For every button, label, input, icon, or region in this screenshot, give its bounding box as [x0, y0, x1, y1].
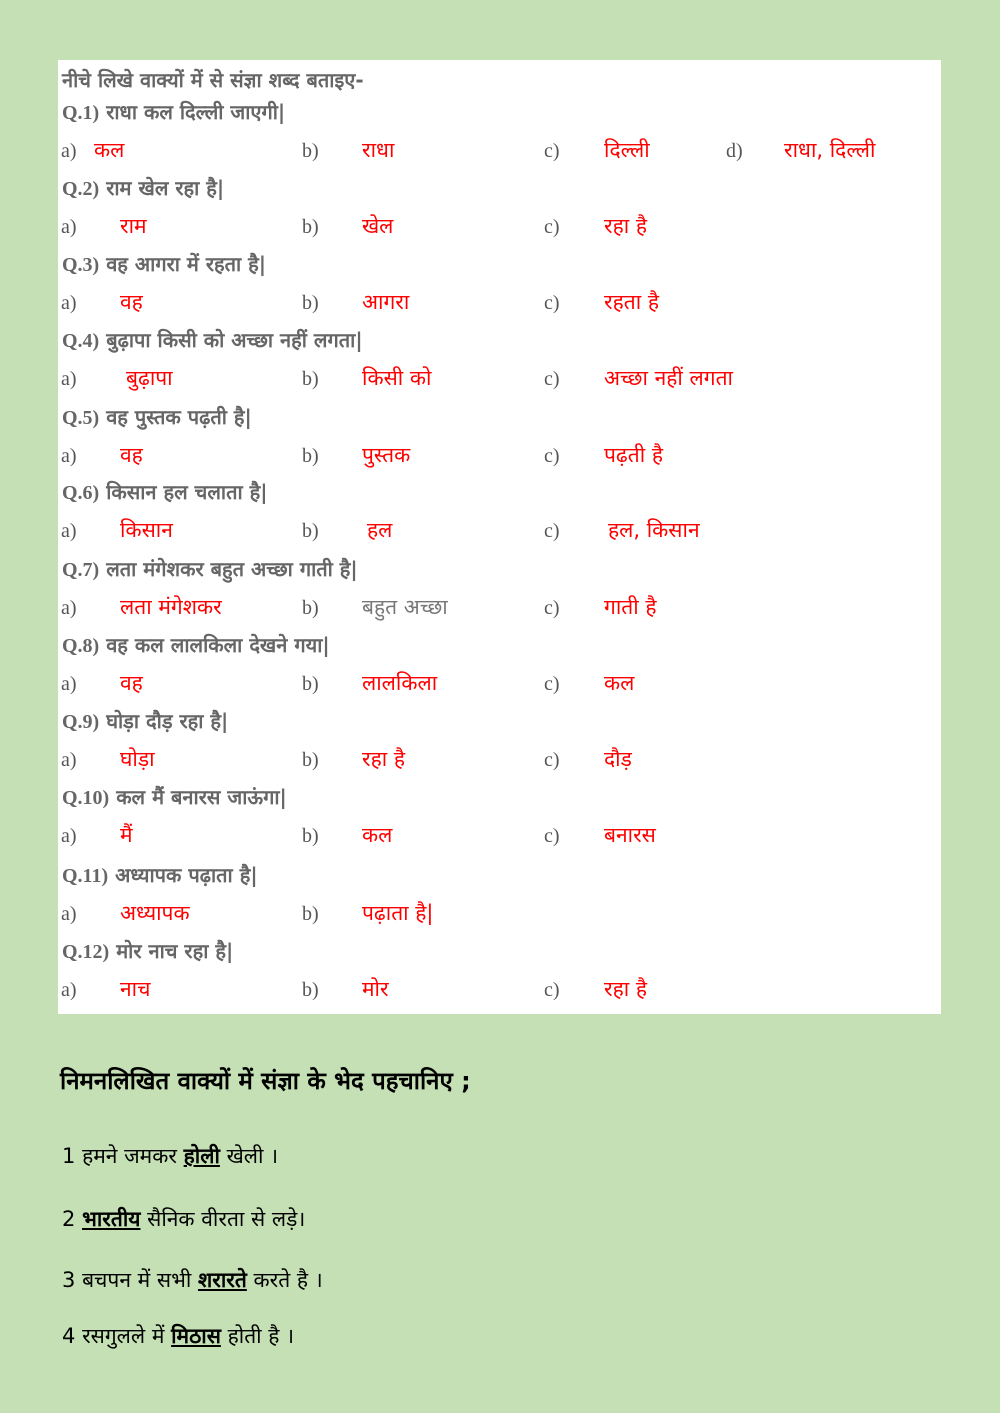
question-6: [62, 476, 268, 508]
option-letter: c): [544, 216, 560, 238]
option-letter: a): [61, 979, 77, 1001]
option-a-answer[interactable]: लता मंगेशकर: [120, 595, 222, 619]
question-10: [62, 781, 287, 813]
question-text: वह कल लालकिला देखने गया|: [106, 633, 330, 657]
option-a-answer[interactable]: नाच: [120, 977, 151, 1001]
option-letter: b): [302, 216, 319, 238]
option-d-answer[interactable]: राधा, दिल्ली: [784, 138, 876, 162]
option-b-answer[interactable]: लालकिला: [362, 671, 438, 695]
option-a-answer[interactable]: अध्यापक: [120, 901, 190, 925]
options-row-7: [58, 591, 941, 625]
option-c-answer[interactable]: कल: [604, 671, 635, 695]
question-text: कल मैं बनारस जाऊंगा|: [116, 785, 287, 809]
option-c-answer[interactable]: हल, किसान: [608, 518, 700, 542]
option-letter: c): [544, 445, 560, 467]
question-text: बुढ़ापा किसी को अच्छा नहीं लगता|: [106, 328, 363, 352]
option-b-answer[interactable]: खेल: [362, 214, 394, 238]
highlighted-noun: भारतीय: [82, 1207, 141, 1231]
question-number: Q.3): [62, 254, 100, 276]
option-letter: a): [61, 445, 77, 467]
question-text: राधा कल दिल्ली जाएगी|: [106, 100, 286, 124]
options-row-9: [58, 743, 941, 777]
sentence-4: [62, 1322, 294, 1350]
options-row-10: [58, 819, 941, 853]
highlighted-noun: होली: [183, 1144, 220, 1168]
question-number: Q.7): [62, 559, 100, 581]
option-letter: a): [61, 673, 77, 695]
option-letter: c): [544, 140, 560, 162]
section2-title: निमनलिखित वाक्यों में संज्ञा के भेद पहचानिए ;: [60, 1067, 471, 1095]
option-letter: b): [302, 368, 319, 390]
question-number: Q.10): [62, 787, 110, 809]
options-row-11: [58, 897, 941, 931]
option-a-answer[interactable]: राम: [120, 214, 147, 238]
question-number: Q.2): [62, 178, 100, 200]
option-letter: b): [302, 445, 319, 467]
option-letter: b): [302, 292, 319, 314]
option-letter: c): [544, 673, 560, 695]
question-number: Q.5): [62, 407, 100, 429]
option-a-answer[interactable]: वह: [120, 443, 143, 467]
option-letter: a): [61, 140, 77, 162]
option-letter: a): [61, 216, 77, 238]
question-8: [62, 629, 330, 661]
option-letter: a): [61, 749, 77, 771]
question-11: [62, 859, 258, 891]
option-a-answer[interactable]: वह: [120, 671, 143, 695]
options-row-5: [58, 439, 941, 473]
question-number: Q.6): [62, 482, 100, 504]
sentence-text-after: सैनिक वीरता से लड़े।: [147, 1207, 306, 1231]
options-row-8: [58, 667, 941, 701]
option-b-answer[interactable]: रहा है: [362, 747, 406, 771]
option-a-answer[interactable]: मैं: [120, 823, 133, 847]
option-letter: c): [544, 597, 560, 619]
sentence-text-after: करते है ।: [253, 1268, 323, 1292]
question-12: [62, 935, 233, 967]
question-number: Q.4): [62, 330, 100, 352]
option-letter: a): [61, 597, 77, 619]
options-row-2: [58, 210, 941, 244]
option-letter: b): [302, 597, 319, 619]
option-b-answer[interactable]: आगरा: [362, 290, 410, 314]
options-row-1: [58, 134, 941, 168]
option-c-answer[interactable]: रहता है: [604, 290, 659, 314]
instruction-heading: नीचे लिखे वाक्यों में से संज्ञा शब्द बताइए-: [62, 68, 364, 92]
option-letter: b): [302, 520, 319, 542]
question-2: [62, 172, 224, 204]
question-number: Q.11): [62, 865, 109, 887]
option-letter: c): [544, 749, 560, 771]
question-number: Q.1): [62, 102, 100, 124]
option-letter: b): [302, 903, 319, 925]
option-b-answer[interactable]: बहुत अच्छा: [362, 595, 448, 619]
sentence-text-before: हमने जमकर: [82, 1144, 177, 1168]
question-number: Q.12): [62, 941, 110, 963]
options-row-6: [58, 514, 941, 548]
option-c-answer[interactable]: गाती है: [604, 595, 657, 619]
option-letter: b): [302, 979, 319, 1001]
option-b-answer[interactable]: पुस्तक: [362, 443, 411, 467]
option-letter: a): [61, 903, 77, 925]
option-a-answer[interactable]: किसान: [120, 518, 173, 542]
sentence-text-after: होती है ।: [227, 1324, 295, 1348]
quiz-panel: [58, 60, 941, 1014]
option-letter: a): [61, 292, 77, 314]
option-c-answer[interactable]: पढ़ती है: [604, 443, 663, 467]
sentence-3: [62, 1266, 323, 1294]
question-text: वह पुस्तक पढ़ती है|: [106, 405, 252, 429]
option-b-answer[interactable]: हल: [367, 518, 393, 542]
sentence-number: 1: [62, 1144, 76, 1168]
question-number: Q.8): [62, 635, 100, 657]
option-letter: c): [544, 520, 560, 542]
option-letter: a): [61, 368, 77, 390]
question-text: मोर नाच रहा है|: [116, 939, 234, 963]
question-text: राम खेल रहा है|: [106, 176, 225, 200]
question-9: [62, 705, 228, 737]
question-7: [62, 553, 358, 585]
sentence-number: 4: [62, 1324, 76, 1348]
option-letter: c): [544, 825, 560, 847]
option-a-answer[interactable]: बुढ़ापा: [126, 366, 173, 390]
option-letter: c): [544, 979, 560, 1001]
question-3: [62, 248, 266, 280]
option-c-answer[interactable]: रहा है: [604, 977, 648, 1001]
options-row-3: [58, 286, 941, 320]
question-5: [62, 401, 252, 433]
sentence-text-after: खेली ।: [226, 1144, 279, 1168]
highlighted-noun: मिठास: [171, 1324, 221, 1348]
option-b-answer[interactable]: राधा: [362, 138, 395, 162]
option-b-answer[interactable]: पढ़ाता है|: [362, 901, 434, 925]
option-letter: b): [302, 140, 319, 162]
question-number: Q.9): [62, 711, 100, 733]
option-letter: c): [544, 368, 560, 390]
option-letter: b): [302, 825, 319, 847]
option-letter: a): [61, 520, 77, 542]
option-c-answer[interactable]: अच्छा नहीं लगता: [604, 366, 733, 390]
sentence-number: 2: [62, 1207, 76, 1231]
option-b-answer[interactable]: मोर: [362, 977, 389, 1001]
option-a-answer[interactable]: वह: [120, 290, 143, 314]
option-a-answer[interactable]: घोड़ा: [120, 747, 155, 771]
options-row-4: [58, 362, 941, 396]
option-letter: a): [61, 825, 77, 847]
sentence-number: 3: [62, 1268, 76, 1292]
question-text: किसान हल चलाता है|: [106, 480, 268, 504]
highlighted-noun: शरारते: [197, 1268, 247, 1292]
question-text: घोड़ा दौड़ रहा है|: [106, 709, 229, 733]
sentence-2: [62, 1205, 305, 1233]
option-letter: c): [544, 292, 560, 314]
question-text: लता मंगेशकर बहुत अच्छा गाती है|: [106, 557, 358, 581]
sentence-text-before: रसगुलले में: [82, 1324, 165, 1348]
option-b-answer[interactable]: किसी को: [362, 366, 432, 390]
sentence-text-before: बचपन में सभी: [82, 1268, 192, 1292]
question-text: वह आगरा में रहता है|: [106, 252, 267, 276]
question-1: [62, 96, 285, 128]
options-row-12: [58, 973, 941, 1007]
sentence-1: [62, 1142, 278, 1170]
question-4: [62, 324, 363, 356]
option-a-answer[interactable]: कल: [94, 138, 125, 162]
option-letter: b): [302, 673, 319, 695]
option-c-answer[interactable]: दौड़: [604, 747, 632, 771]
option-letter: d): [726, 140, 743, 162]
option-c-answer[interactable]: दिल्ली: [604, 138, 650, 162]
option-letter: b): [302, 749, 319, 771]
option-b-answer[interactable]: कल: [362, 823, 393, 847]
option-c-answer[interactable]: बनारस: [604, 823, 656, 847]
option-c-answer[interactable]: रहा है: [604, 214, 648, 238]
question-text: अध्यापक पढ़ाता है|: [115, 863, 258, 887]
